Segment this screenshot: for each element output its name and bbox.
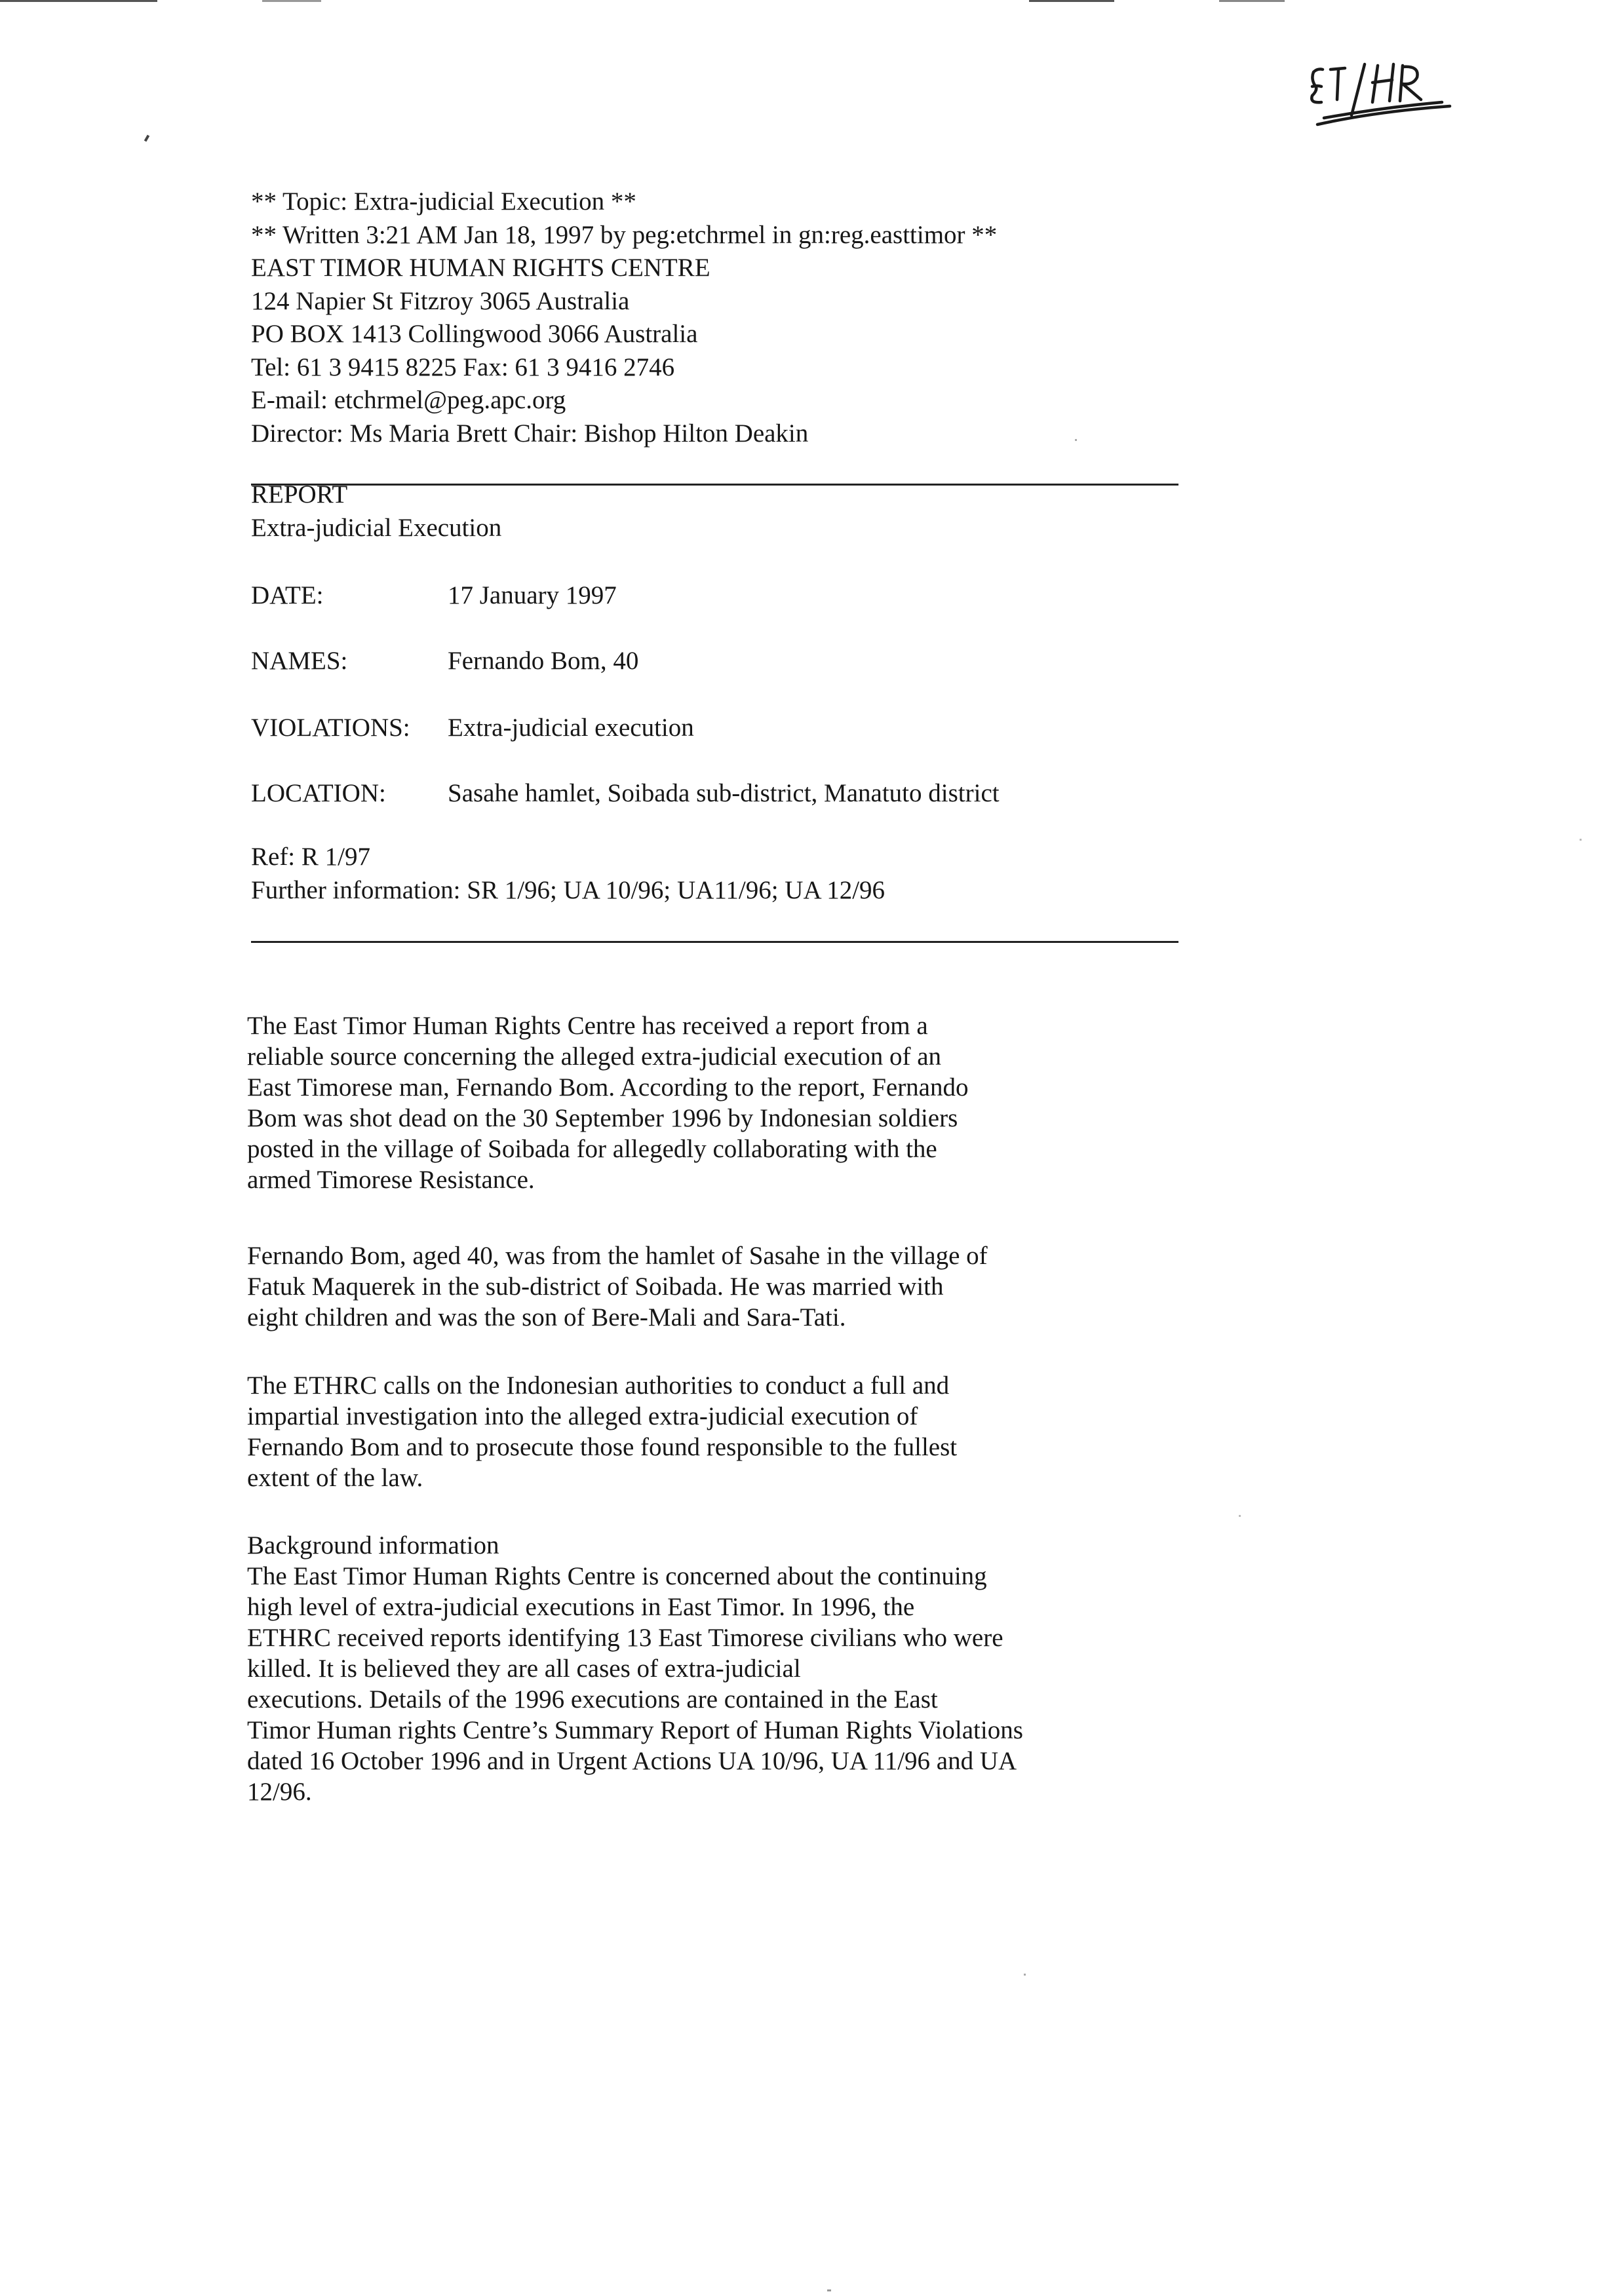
background-section (247, 1530, 1023, 1807)
header-street-address: 124 Napier St Fitzroy 3065 Australia (251, 286, 630, 315)
text-line: extent of the law. (247, 1464, 423, 1492)
text-line: The ETHRC calls on the Indonesian authorities to conduct a full and (247, 1371, 950, 1400)
further-information: Further information: SR 1/96; UA 10/96; UA11/96; UA 12/96 (251, 875, 885, 904)
scan-mark (0, 0, 157, 2)
header-organization: EAST TIMOR HUMAN RIGHTS CENTRE (251, 254, 710, 282)
scan-edge-marks (0, 0, 1615, 4)
background-heading: Background information (247, 1531, 499, 1559)
header-phone-fax: Tel: 61 3 9415 8225 Fax: 61 3 9416 2746 (251, 353, 675, 381)
handwritten-annotation (1304, 39, 1462, 131)
header-director-chair: Director: Ms Maria Brett Chair: Bishop Hilton Deakin (251, 419, 809, 448)
text-line: impartial investigation into the alleged extra-judicial execution of (247, 1402, 918, 1430)
text-line: armed Timorese Resistance. (247, 1166, 535, 1194)
header-po-box: PO BOX 1413 Collingwood 3066 Australia (251, 320, 698, 348)
reference-number: Ref: R 1/97 (251, 843, 370, 871)
text-line: eight children and was the son of Bere-Mali and Sara-Tati. (247, 1303, 846, 1331)
report-subheading: Extra-judicial Execution (251, 513, 502, 542)
scan-speck (827, 2289, 831, 2291)
text-line: Fernando Bom and to prosecute those found responsible to the fullest (247, 1433, 958, 1461)
text-line: executions. Details of the 1996 executions are contained in the East (247, 1685, 938, 1713)
field-value: Sasahe hamlet, Soibada sub-district, Manatuto district (448, 779, 1000, 807)
text-line: dated 16 October 1996 and in Urgent Actions UA 10/96, UA 11/96 and UA (247, 1747, 1017, 1775)
divider-bottom (251, 941, 1178, 943)
text-line: Fatuk Maquerek in the sub-district of Soibada. He was married with (247, 1272, 944, 1301)
report-title-block (251, 478, 501, 545)
scan-speck (1024, 1974, 1026, 1976)
text-line: East Timorese man, Fernando Bom. According to the report, Fernando (247, 1073, 969, 1101)
text-line: 12/96. (247, 1778, 312, 1806)
text-line: ETHRC received reports identifying 13 East Timorese civilians who were (247, 1624, 1003, 1652)
scan-mark (1029, 0, 1114, 2)
text-line: killed. It is believed they are all cases of extra-judicial (247, 1655, 801, 1683)
text-line: Bom was shot dead on the 30 September 1996 by Indonesian soldiers (247, 1104, 958, 1132)
scan-speck (1075, 439, 1077, 441)
field-label: NAMES: (251, 647, 348, 675)
report-heading: REPORT (251, 480, 348, 508)
text-line: Fernando Bom, aged 40, was from the hamlet of Sasahe in the village of (247, 1242, 988, 1270)
text-line: The East Timor Human Rights Centre has received a report from a (247, 1012, 928, 1040)
field-label: VIOLATIONS: (251, 714, 410, 742)
reference-block (251, 841, 885, 907)
text-line: Timor Human rights Centre’s Summary Report of Human Rights Violations (247, 1716, 1023, 1744)
text-line: posted in the village of Soibada for allegedly collaborating with the (247, 1135, 937, 1163)
paragraph-call-to-action (247, 1370, 957, 1493)
text-line: The East Timor Human Rights Centre is concerned about the continuing (247, 1562, 987, 1590)
scan-speck (1580, 839, 1582, 841)
scan-mark (262, 0, 321, 2)
header-email: E-mail: etchrmel@peg.apc.org (251, 386, 566, 414)
text-line: high level of extra-judicial executions in East Timor. In 1996, the (247, 1593, 915, 1621)
header-topic-line: ** Topic: Extra-judicial Execution ** (251, 187, 636, 216)
scan-mark (1219, 0, 1285, 2)
field-value: 17 January 1997 (448, 581, 617, 609)
field-value: Extra-judicial execution (448, 714, 694, 742)
field-value: Fernando Bom, 40 (448, 647, 639, 675)
paragraph-victim-details (247, 1240, 988, 1333)
message-header (251, 185, 997, 450)
field-label: LOCATION: (251, 779, 386, 807)
header-written-line: ** Written 3:21 AM Jan 18, 1997 by peg:etchrmel in gn:reg.easttimor ** (251, 220, 998, 249)
scan-speck (1239, 1515, 1241, 1517)
field-label: DATE: (251, 581, 324, 609)
paragraph-report-summary (247, 1010, 969, 1195)
text-line: reliable source concerning the alleged extra-judicial execution of an (247, 1043, 941, 1071)
stray-mark (144, 135, 149, 142)
